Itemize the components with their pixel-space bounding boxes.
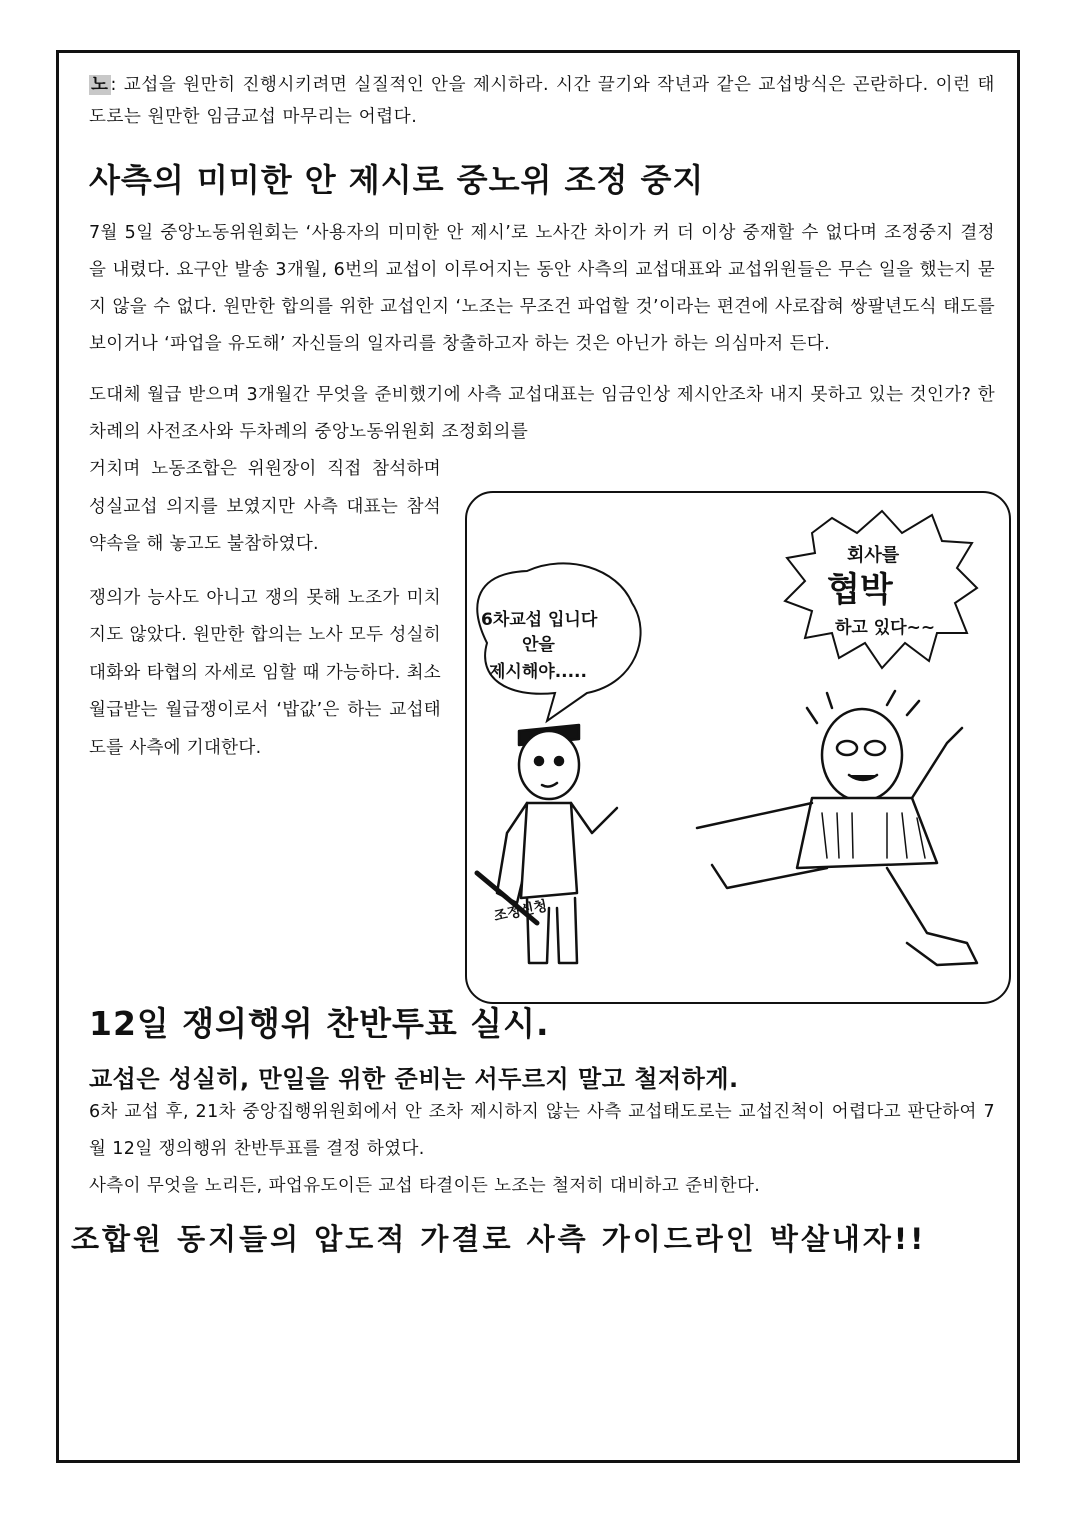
page-frame <box>56 50 1020 1463</box>
closing-slogan: 조합원 동지들의 압도적 가결로 사측 가이드라인 박살내자!! <box>71 1222 927 1256</box>
left-bubble-line-2: 안을 <box>522 635 555 655</box>
union-worker-figure <box>477 725 617 963</box>
right-bubble-line-1: 회사를 <box>847 545 900 566</box>
document-content <box>71 69 995 1258</box>
left-bubble-line-3: 제시해야..... <box>489 662 587 682</box>
section1-paragraph-4: 쟁의가 능사도 아니고 쟁의 못해 노조가 미치지도 않았다. 원만한 합의는 노사 모두 성실히 대화와 타협의 자세로 임할 때 가능하다. 최소 월급받는 월급쟁이로서 ‘밥값’은 하는 교섭태도를 사측에 기대한다. <box>89 587 441 758</box>
manager-figure <box>697 691 977 965</box>
section2-heading: 12일 쟁의행위 찬반투표 실시. <box>89 1004 550 1043</box>
right-bubble-line-3: 하고 있다~~ <box>835 618 936 638</box>
right-bubble-line-2: 협박 <box>827 570 893 610</box>
section1-paragraph-1: 7월 5일 중앙노동위원회는 ‘사용자의 미미한 안 제시’로 노사간 차이가 커 더 이상 중재할 수 없다며 조정중지 결정을 내렸다. 요구안 발송 3개월, 6번의 교섭이 이루어지는 동안 사측의 교섭대표와 교섭위원들은 무슨 일을 했는지 묻지 않을 수 없다. 원만한 합의를 위한 교섭인지 ‘노조는 무조건 파업할 것’이라는 편견에 사로잡혀 쌍팔년도식 태도를 보이거나 ‘파업을 유도해’ 자신들의 일자리를 창출하고자 하는 것은 아닌가 하는 의심마저 든다. <box>89 223 995 354</box>
left-bubble-line-1: 6차교섭 입니다 <box>481 610 598 630</box>
left-column <box>89 451 441 767</box>
section1-paragraph-3: 거치며 노동조합은 위원장이 직접 참석하며 성실교섭 의지를 보였지만 사측 대표는 참석약속을 해 놓고도 불참하였다. <box>89 459 441 554</box>
cartoon-illustration <box>465 491 1011 1004</box>
speaker-label: 노 <box>91 75 109 95</box>
text-and-cartoon <box>89 451 995 996</box>
left-speech-bubble <box>477 563 640 721</box>
section1-heading: 사측의 미미한 안 제시로 중노위 조정 중지 <box>89 161 705 199</box>
section2-paragraph-2: 사측이 무엇을 노리든, 파업유도이든 교섭 타결이든 노조는 철저히 대비하고 준비한다. <box>89 1176 761 1196</box>
intro-paragraph <box>89 69 995 133</box>
sign-label: 조정신청 <box>492 898 549 925</box>
section2-paragraph-1: 6차 교섭 후, 21차 중앙집행위원회에서 안 조차 제시하지 않는 사측 교섭태도로는 교섭진척이 어렵다고 판단하여 7월 12일 쟁의행위 찬반투표를 결정 하였다. <box>89 1102 995 1159</box>
section1-paragraph-2: 도대체 월급 받으며 3개월간 무엇을 준비했기에 사측 교섭대표는 임금인상 제시안조차 내지 못하고 있는 것인가? 한 차례의 사전조사와 두차례의 중앙노동위원회 조정회의를 <box>89 385 995 442</box>
cartoon-svg <box>467 493 1009 1002</box>
section2-subheading: 교섭은 성실히, 만일을 위한 준비는 서두르지 말고 철저하게. <box>89 1065 739 1093</box>
intro-text: : 교섭을 원만히 진행시키려면 실질적인 안을 제시하라. 시간 끌기와 작년과 같은 교섭방식은 곤란하다. 이런 태도로는 원만한 임금교섭 마무리는 어렵다. <box>89 75 995 127</box>
